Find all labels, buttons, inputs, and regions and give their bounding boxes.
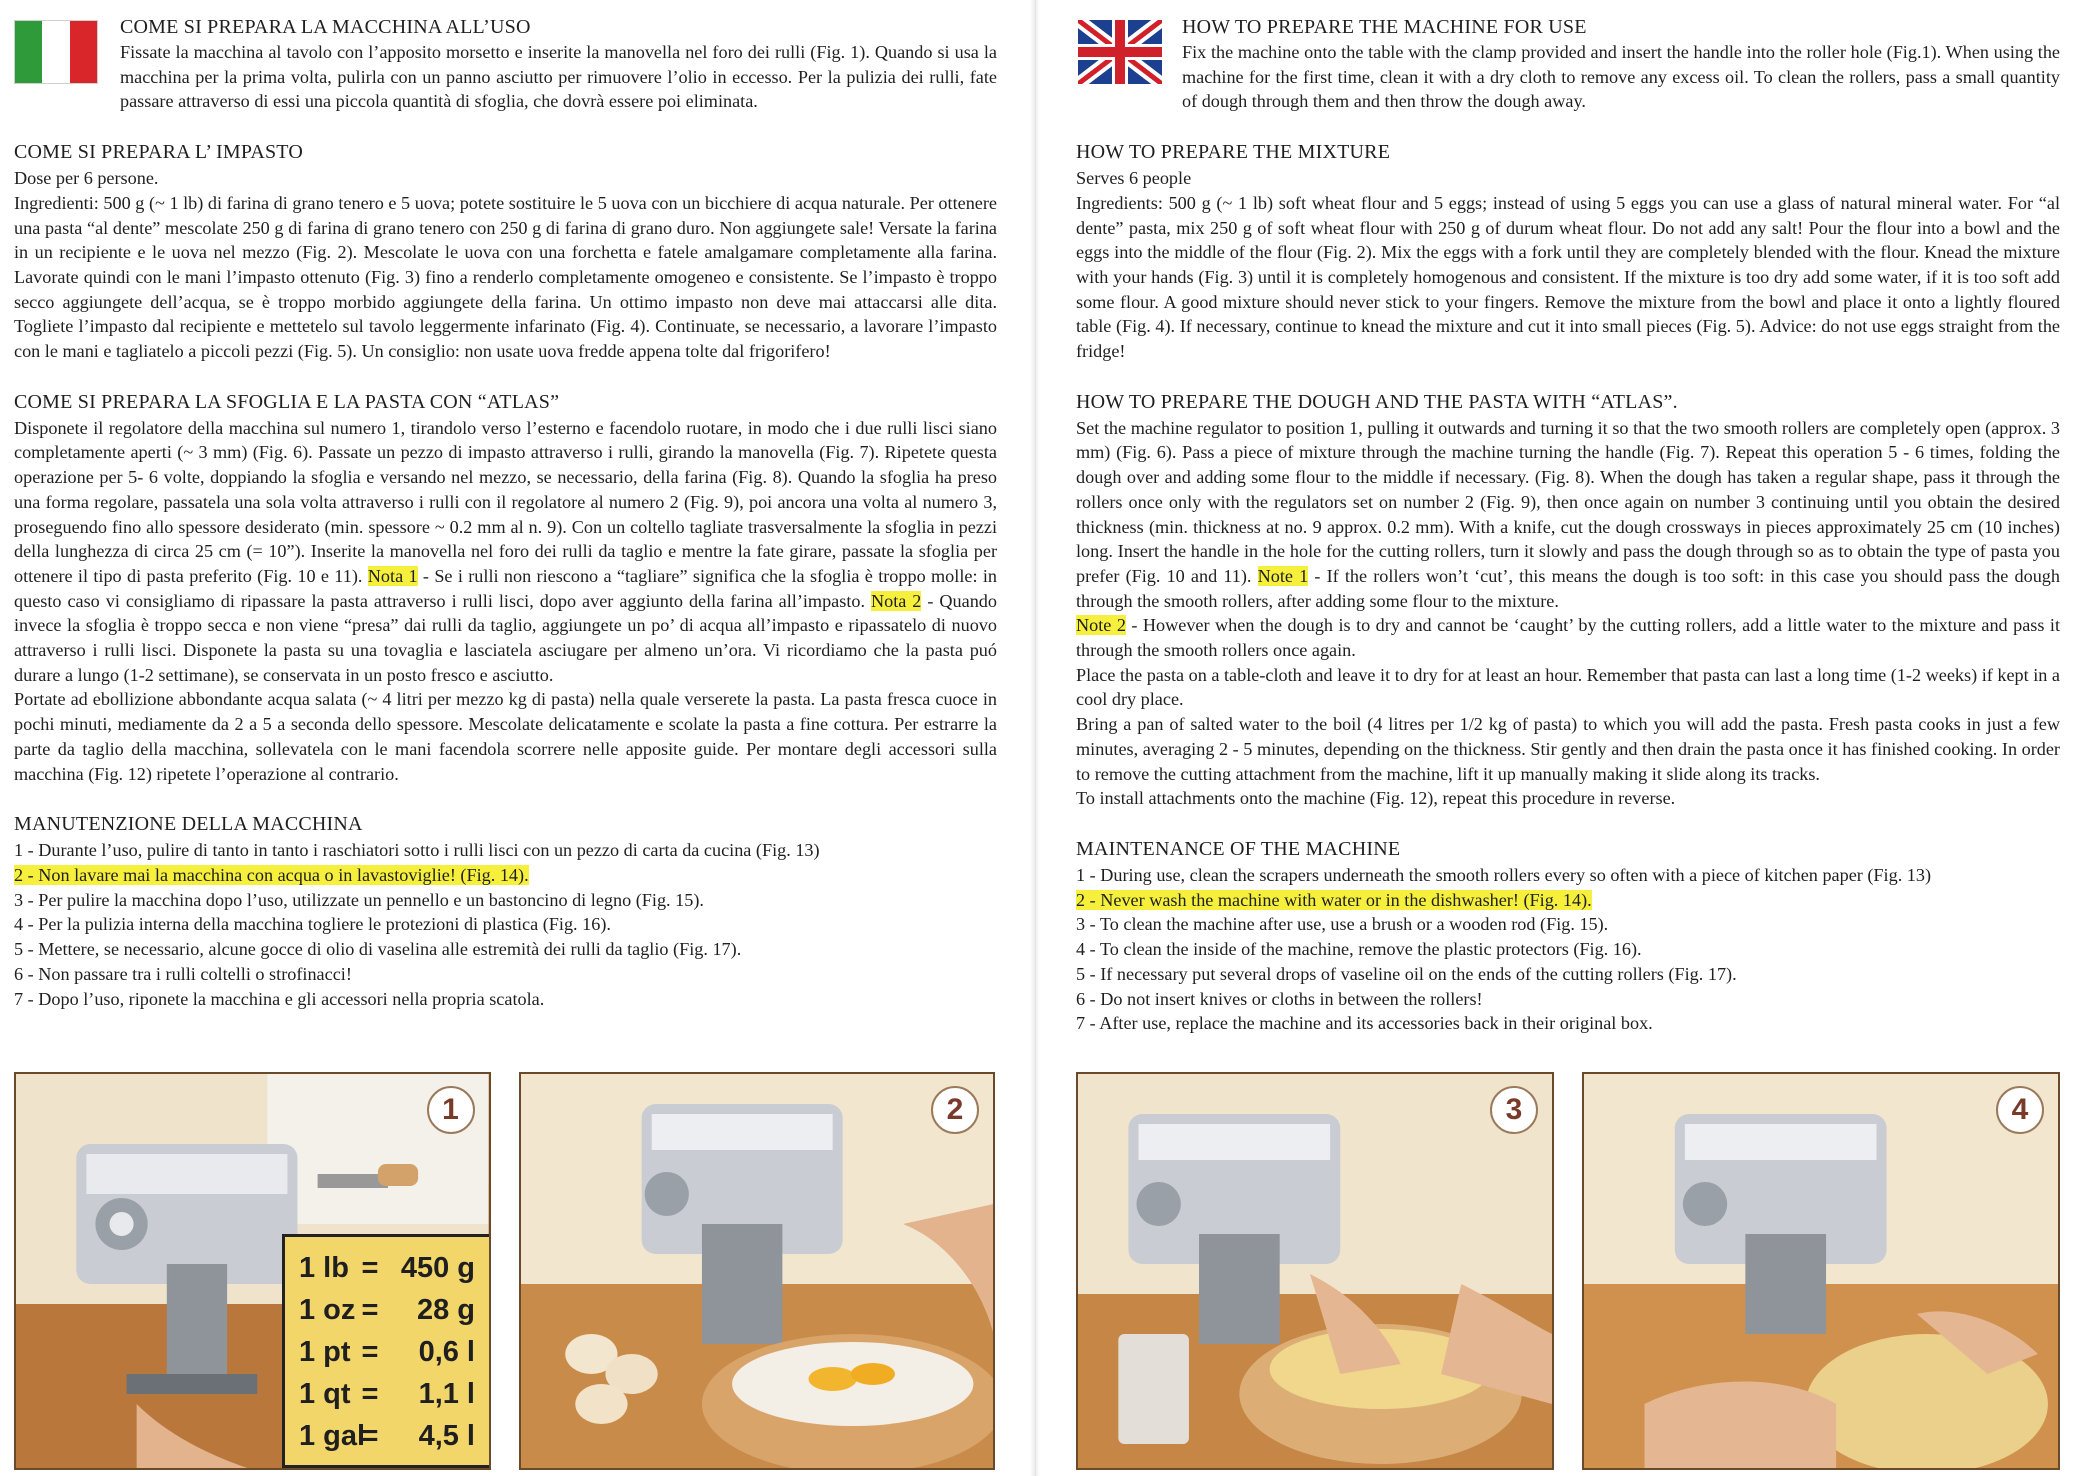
list-item: 6 - Non passare tra i rulli coltelli o strofinacci! [14,963,352,984]
conversion-value: 28 g [416,1294,475,1326]
list-item: 3 - To clean the machine after use, use a brush or a wooden rod (Fig. 15). [1076,914,1609,935]
english-dough-heading: HOW TO PREPARE THE DOUGH AND THE PASTA WITH “ATLAS”. [1076,390,1678,413]
english-mixture-body: Ingredients: 500 g (~ 1 lb) soft wheat flour and 5 eggs; instead of using 5 eggs you can use a glass of natural mineral water. For “al dente” pasta, mix 250 g of soft wheat flour with 250 g of durum wheat flour. Do not add any salt! Pour the flour into a bowl and the eggs into the middle of the flour (Fig. 2). Mix the eggs with a fork until they are completely blended with the flour. Knead the mixture with your hands (Fig. 3) until it is completely homogenous and consistent. If the mixture is too dry add some water, if it is too soft add some flour. A good mixture should never stick to your fingers. Remove the mixture from the bowl and place it onto a lightly floured table (Fig. 4). If necessary, continue to knead the mixture and cut it into small pieces (Fig. 5). Advice: do not use eggs straight from the fridge! [1076,192,2060,362]
english-dough-text-c: - However when the dough is to dry and cannot be ‘caught’ by the cutting rollers, add a little water to the mixture and pass it through the smooth rollers once again. [1076,615,2060,661]
conversion-unit: 1 pt [299,1336,351,1368]
english-dough-text-b: - If the rollers won’t ‘cut’, this means the dough is too soft: in this case you should pass the dough through the smooth rollers, after adding some flour to the mixture. [1076,565,2060,611]
list-item: 1 - Durante l’uso, pulire di tanto in tanto i raschiatori sotto i rulli lisci con un pezzo di carta da cucina (Fig. 13) [14,840,820,861]
english-dough-text-a: Set the machine regulator to position 1, pulling it outwards and turning it so that the two smooth rollers are completely open (approx. 3 mm) (Fig. 6). Pass a piece of mixture through the machine turning the handle (Fig. 7). Repeat this operation 5 - 6 times, folding the dough over and adding some flour to the middle if necessary. (Fig. 8). When the dough has taken a regular shape, pass it through the rollers once only with the regulators set on number 2 (Fig. 9), then once again on number 3 continuing until you obtain the desired thickness (min. thickness at no. 9 approx. 0.2 mm). With a knife, cut the dough crossways in pieces approximately 25 cm (10 inches) long. Insert the handle in the hole for the cutting rollers, turn it slowly and pass the dough through so as to obtain the type of pasta you prefer (Fig. 10 and 11). [1076,417,2060,586]
conversion-row [299,1247,475,1289]
italian-warning-highlight: 2 - Non lavare mai la macchina con acqua o in lavastoviglie! (Fig. 14). [14,864,529,885]
conversion-value: 1,1 l [418,1378,475,1410]
unit-conversion-table [282,1234,491,1468]
english-note2-label: Note 2 [1076,615,1126,636]
italian-dough-heading: COME SI PREPARA LA SFOGLIA E LA PASTA CON “ATLAS” [14,390,560,413]
conversion-unit: 1 lb [299,1252,349,1284]
list-item [1076,888,2060,913]
italian-page [0,0,1035,1476]
figure-number: 3 [1490,1086,1538,1134]
italian-mixture-body: Ingredienti: 500 g (~ 1 lb) di farina di grano tenero e 5 uova; potete sostituire le 5 uova con un bicchiere di acqua naturale. Per ottenere una pasta “al dente” mescolate 250 g di farina di grano tenero con 250 g di farina di grano duro. Non aggiungete sale! Versate la farina in un recipiente e le uova nel mezzo (Fig. 2). Mescolate le uova con una forchetta e fatele amalgamare completamente alla farina. Lavorate quindi con le mani l’impasto ottenuto (Fig. 3) fino a renderlo completamente omogeneo e consistente. Se l’impasto è troppo secco aggiungete dell’acqua, se è troppo morbido aggiungete della farina. Un ottimo impasto non deve mai attaccarsi alle dita. Togliete l’impasto dal recipiente e mettetelo sul tavolo leggermente infarinato (Fig. 4). Continuate, se necessario, a lavorare l’impasto con le mani e tagliatelo a piccoli pezzi (Fig. 5). Un consiglio: non usate uova fredde appena tolte dal frigorifero! [14,192,997,362]
english-attachments-body: To install attachments onto the machine (Fig. 12), repeat this procedure in reverse. [1076,788,1676,809]
figure-number: 4 [1996,1086,2044,1134]
italian-intro-body: Fissate la macchina al tavolo con l’apposito morsetto e inserite la manovella nel foro dei rulli (Fig. 1). Quando si usa la macchina per la prima volta, pulirla con un panno asciutto per rimuovere l’olio in eccesso. Per la pulizia dei rulli, fate passare attraverso di essi una piccola quantità di sfoglia, che dovrà essere poi eliminata. [120,42,997,112]
conversion-row [299,1415,475,1457]
english-intro-heading: HOW TO PREPARE THE MACHINE FOR USE [1182,16,1587,38]
uk-flag-icon [1078,20,1162,84]
conversion-value: 450 g [400,1252,475,1284]
italian-note2-label: Nota 2 [870,590,922,611]
english-note2-paragraph [1076,613,2060,662]
list-item: 3 - Per pulire la macchina dopo l’uso, utilizzate un pennello e un bastoncino di legno (Fig. 15). [14,889,704,910]
list-item: 7 - After use, replace the machine and its accessories back in their original box. [1076,1013,1653,1034]
list-item: 1 - During use, clean the scrapers underneath the smooth rollers every so often with a piece of kitchen paper (Fig. 13) [1076,864,1932,885]
english-mixture-heading: HOW TO PREPARE THE MIXTURE [1076,141,1391,164]
list-item: 6 - Do not insert knives or cloths in between the rollers! [1076,988,1483,1009]
conversion-equals: = [361,1336,379,1368]
conversion-equals: = [361,1378,379,1410]
figure-1-photo [14,1072,491,1470]
italian-flag-icon [14,20,98,84]
english-drying-body: Place the pasta on a table-cloth and leave it to dry for at least an hour. Remember that pasta can last a long time (1-2 weeks) if kept in a cool dry place. [1076,664,2060,710]
list-item: 7 - Dopo l’uso, riponete la macchina e gli accessori nella propria scatola. [14,988,545,1009]
conversion-value: 0,6 l [418,1336,475,1368]
figure-number: 1 [427,1086,475,1134]
italian-dough-text-c: - Quando invece la sfoglia è troppo secca e non viene “presa” dai rulli da taglio, aggiungete un po’ di acqua all’impasto e ripassatelo di nuovo attraverso i rulli lisci. Disponete la pasta su una tovaglia e lasciatela asciugare per almeno un’ora. Vi ricordiamo che la pasta puó durare a lungo (1-2 settimane), se conservata in un posto fresco e asciutto. [14,590,997,685]
english-maintenance-heading: MAINTENANCE OF THE MACHINE [1076,837,1401,860]
conversion-row [299,1289,475,1331]
flour-and-eggs-illustration [521,1074,994,1468]
italian-cooking-body: Portate ad ebollizione abbondante acqua salata (~ 4 litri per mezzo kg di pasta) nella quale verserete la pasta. La pasta fresca cuoce in pochi minuti, mediamente da 2 a 5 a seconda dello spessore. Mescolate delicatamente e scolate la pasta a fine cottura. Per estrarre la parte da taglio della macchina, sollevatela con le mani facendola scorrere nelle apposite guide. Per montare degli accessori sulla macchina (Fig. 12) ripetete l’operazione al contrario. [14,689,997,784]
figure-3-photo [1076,1072,1554,1470]
english-photo-row [1076,1072,2060,1466]
english-note1-label: Note 1 [1257,565,1309,586]
list-item [14,863,997,888]
italian-dough-body [14,416,997,688]
italian-dough-text-b: - Se i rulli non riescono a “tagliare” significa che la sfoglia è troppo molle: in questo caso vi consigliamo di ripassare la pasta attraverso i rulli lisci, dopo aver aggiunto della farina all’impasto. [14,565,997,611]
english-intro-body: Fix the machine onto the table with the clamp provided and insert the handle into the roller hole (Fig.1). When using the machine for the first time, clean it with a dry cloth to remove any excess oil. To clean the rollers, pass a small quantity of dough through them and then throw the dough away. [1182,42,2060,112]
english-maintenance-list [1076,863,2060,1036]
italian-mixture-heading: COME SI PREPARA L’ IMPASTO [14,141,304,164]
italian-maintenance-heading: MANUTENZIONE DELLA MACCHINA [14,813,363,836]
figure-number: 2 [931,1086,979,1134]
english-cooking-body: Bring a pan of salted water to the boil (4 litres per 1/2 kg of pasta) to which you will add the pasta. Fresh pasta cooks in just a few minutes, averaging 2 - 5 minutes, depending on the thickness. Stir gently and then drain the pasta once it has finished cooking. In order to remove the cutting attachment from the machine, lift it up manually making it slide along its tracks. [1076,714,2060,784]
dough-on-table-illustration [1584,1074,2058,1468]
conversion-value: 4,5 l [418,1420,475,1452]
english-warning-highlight: 2 - Never wash the machine with water or in the dishwasher! (Fig. 14). [1076,889,1592,910]
english-dough-body [1076,416,2060,614]
conversion-unit: 1 gal [299,1420,366,1452]
list-item: 5 - Mettere, se necessario, alcune gocce di olio di vaselina alle estremità dei rulli da taglio (Fig. 17). [14,939,742,960]
english-page [1035,0,2074,1476]
conversion-equals: = [361,1252,379,1284]
italian-intro-heading: COME SI PREPARA LA MACCHINA ALL’USO [120,16,531,38]
italian-note1-label: Nota 1 [367,565,418,586]
italian-maintenance-list [14,838,997,1011]
list-item: 4 - Per la pulizia interna della macchina togliere le protezioni di plastica (Fig. 16). [14,914,611,935]
conversion-unit: 1 oz [299,1294,356,1326]
conversion-equals: = [361,1294,379,1326]
italian-photo-row [14,1072,995,1466]
conversion-row [299,1331,475,1373]
italian-serves: Dose per 6 persone. [14,168,159,189]
list-item: 4 - To clean the inside of the machine, remove the plastic protectors (Fig. 16). [1076,939,1642,960]
conversion-row [299,1373,475,1415]
figure-2-photo [519,1072,996,1470]
italian-dough-text-a: Disponete il regolatore della macchina sul numero 1, tirandolo verso l’esterno e facendolo ruotare, in modo che i due rulli lisci siano completamente aperti (~ 3 mm) (Fig. 6). Passate un pezzo di impasto attraverso i rulli, girando la manovella (Fig. 7). Ripetete questa operazione per 5- 6 volte, doppiando la sfoglia e versando nel mezzo, se necessario, della farina (Fig. 8). Quando la sfoglia ha preso una forma regolare, passatela una sola volta attraverso i rulli con il regolatore al numero 2 (Fig. 9), poi ancora una volta al numero 3, proseguendo fino allo spessore desiderato (min. spessore ~ 0.2 mm al n. 9). Con un coltello tagliate trasversalmente la sfoglia in pezzi della lunghezza di circa 25 cm (= 10”). Inserite la manovella nel foro dei rulli da taglio e mentre la fate girare, passate la sfoglia per ottenere il tipo di pasta preferito (Fig. 10 e 11). [14,417,997,586]
conversion-unit: 1 qt [299,1378,351,1410]
english-serves: Serves 6 people [1076,168,1192,189]
list-item: 5 - If necessary put several drops of vaseline oil on the ends of the cutting rollers (Fig. 17). [1076,963,1737,984]
conversion-equals: = [361,1420,379,1452]
figure-4-photo [1582,1072,2060,1470]
kneading-in-bowl-illustration [1078,1074,1552,1468]
